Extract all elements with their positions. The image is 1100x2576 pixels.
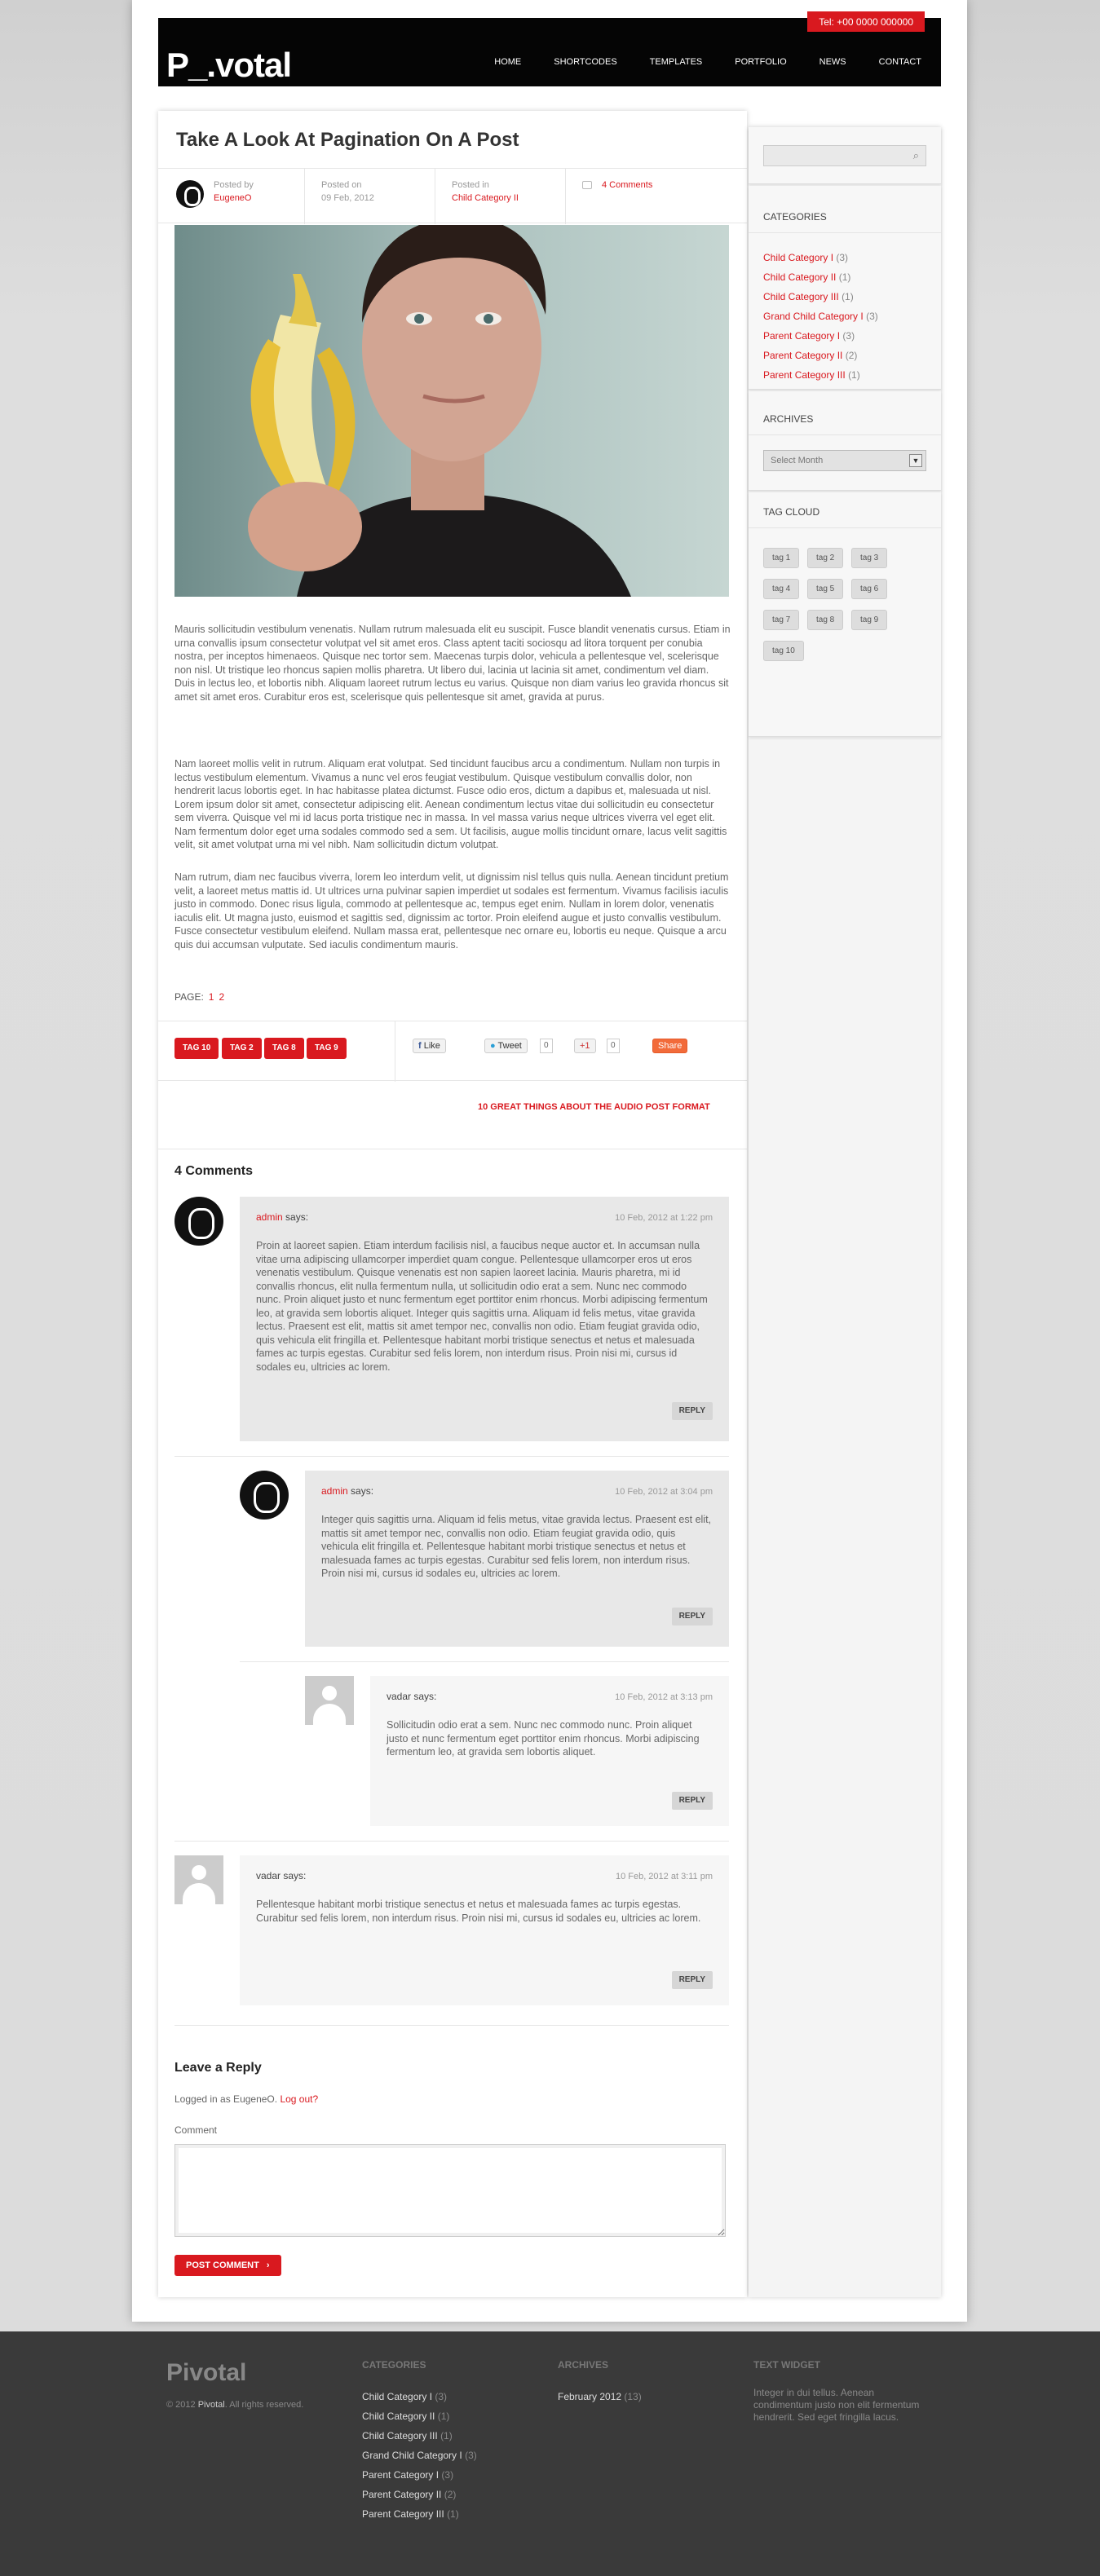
footer-copyright xyxy=(166,2400,303,2410)
comment-bubble-icon xyxy=(582,181,592,189)
tag-cloud-item[interactable]: tag 6 xyxy=(851,579,887,599)
tag-cloud-item[interactable]: tag 3 xyxy=(851,548,887,568)
meta-comments-link[interactable]: 4 Comments xyxy=(602,180,653,190)
site-header xyxy=(158,18,941,86)
comment-2 xyxy=(305,1471,729,1647)
category-item[interactable] xyxy=(749,365,941,385)
site-logo[interactable]: P_.votal xyxy=(166,46,292,84)
chevron-right-icon: › xyxy=(266,2261,270,2270)
comment-avatar-default[interactable] xyxy=(174,1855,223,1904)
footer-archive-name[interactable]: February 2012 xyxy=(558,2391,622,2402)
archives-title: ARCHIVES xyxy=(749,403,941,435)
tag-cloud-item[interactable]: tag 9 xyxy=(851,610,887,630)
footer-category-item[interactable] xyxy=(362,2485,477,2504)
comment-says: says: xyxy=(285,1211,309,1223)
meta-author-label: Posted by xyxy=(214,180,254,190)
meta-category-link[interactable]: Child Category II xyxy=(452,193,519,203)
footer-text-body: Integer in dui tellus. Aenean condimentum justo non elit fermentum hendrerit. Sed eget fringilla lacus. xyxy=(753,2387,920,2423)
footer-text-widget xyxy=(753,2359,933,2424)
category-name[interactable]: Grand Child Category I xyxy=(763,311,864,322)
post-paragraph-3: Nam rutrum, diam nec faucibus viverra, lorem leo interdum velit, ut dignissim nisl tellus quis nulla. Aenean tincidunt pretium velit, a laoreet metus mattis id. Ut ultrices urna pulvinar sapien imperdiet ut sodales est fermentum. Vivamus facilisis iaculis justo in commodo. Donec risus ligula, commodo at pellentesque ac, tempus eget enim. Nullam in lorem dolor, venenatis iaculis elit. Ut magna justo, euismod et sagittis sed, dignissim ac tortor. Proin eleifend augue et justo convallis vestibulum. Fusce consectetur vestibulum eleifend. Nullam massa erat, pellentesque nec ornare eu, lobortis eu neque. Quisque a arcu quis dui accumsan vulputate. Sed iaculis condimentum mauris. xyxy=(174,871,729,951)
footer-category-item[interactable] xyxy=(362,2426,477,2446)
comment-author-link[interactable]: admin xyxy=(321,1485,348,1497)
category-name[interactable]: Child Category II xyxy=(763,271,837,283)
footer-category-name[interactable]: Child Category I xyxy=(362,2391,433,2402)
main-content xyxy=(158,111,747,2297)
post-tag-8[interactable]: TAG 8 xyxy=(264,1038,304,1059)
facebook-like-label: Like xyxy=(423,1041,440,1051)
tag-cloud-item[interactable]: tag 8 xyxy=(807,610,843,630)
categories-widget xyxy=(749,186,941,390)
page-wrapper xyxy=(132,0,967,2322)
archives-select[interactable] xyxy=(763,450,926,471)
post-tag-10[interactable]: TAG 10 xyxy=(174,1038,219,1059)
category-count: (3) xyxy=(836,252,849,263)
footer-category-item[interactable] xyxy=(362,2504,477,2524)
tweet-label: Tweet xyxy=(497,1041,522,1051)
post-comment-button[interactable] xyxy=(174,2255,281,2276)
comment-says: says: xyxy=(283,1870,307,1881)
tweet-count: 0 xyxy=(540,1039,553,1053)
sidebar xyxy=(749,127,941,2297)
chevron-down-icon: ▼ xyxy=(909,454,922,467)
comment-date[interactable]: 10 Feb, 2012 at 3:13 pm xyxy=(615,1692,713,1702)
categories-title: CATEGORIES xyxy=(749,201,941,233)
post-pagination xyxy=(174,991,224,1003)
tweet-button[interactable] xyxy=(484,1039,528,1053)
footer-category-item[interactable] xyxy=(362,2465,477,2485)
footer-category-item[interactable] xyxy=(362,2446,477,2465)
tag-cloud-item[interactable]: tag 7 xyxy=(763,610,799,630)
comment-text: Integer quis sagittis urna. Aliquam id felis metus, vitae gravida lectus. Praesent est elit, mattis sit amet tempor nec, convallis non odio. Etiam feugiat gravida odio, quis vehicula elit fringilla et. Pellentesque habitant morbi tristique senectus et netus et malesuada fames ac turpis egestas. Curabitur sed felis lorem, non interdum risus. Proin nisi mi, cursus id sodales eu, ultricies ac lorem. xyxy=(321,1514,712,1579)
comment-date[interactable]: 10 Feb, 2012 at 1:22 pm xyxy=(615,1213,713,1223)
comment-3 xyxy=(370,1676,729,1826)
category-name[interactable]: Parent Category III xyxy=(763,369,846,381)
meta-category-label: Posted in xyxy=(452,180,489,190)
site-footer xyxy=(0,2331,1100,2576)
search-input[interactable] xyxy=(763,145,926,166)
gplus-button[interactable]: +1 xyxy=(574,1039,596,1053)
footer-archive-item[interactable] xyxy=(558,2387,642,2406)
pagination-label: PAGE: xyxy=(174,991,204,1003)
category-count: (2) xyxy=(845,350,858,361)
nav-shortcodes[interactable]: SHORTCODES xyxy=(554,57,617,67)
post-featured-image xyxy=(174,225,729,597)
category-name[interactable]: Child Category I xyxy=(763,252,834,263)
tags-share-bar xyxy=(158,1021,747,1081)
comment-text: Sollicitudin odio erat a sem. Nunc nec commodo nunc. Proin aliquet justo et nunc fermentum eget porttitor enim rhoncus. Morbi adipiscing fermentum leo, at gravida sem lobortis aliquet. xyxy=(387,1719,700,1758)
logout-link[interactable]: Log out? xyxy=(280,2093,319,2105)
footer-category-name[interactable]: Parent Category II xyxy=(362,2489,442,2500)
post-meta xyxy=(158,168,747,223)
post-tag-2[interactable]: TAG 2 xyxy=(222,1038,262,1059)
footer-category-name[interactable]: Parent Category III xyxy=(362,2508,444,2520)
footer-category-count: (1) xyxy=(447,2508,459,2520)
comment-says: says: xyxy=(351,1485,374,1497)
comment-avatar[interactable] xyxy=(174,1197,223,1246)
footer-logo[interactable]: Pivotal xyxy=(166,2359,247,2386)
comment-1 xyxy=(240,1197,729,1441)
search-widget xyxy=(749,127,941,184)
tag-cloud-item[interactable]: tag 4 xyxy=(763,579,799,599)
nav-news[interactable]: NEWS xyxy=(819,57,846,67)
category-count: (1) xyxy=(838,271,851,283)
comment-field-label: Comment xyxy=(174,2124,218,2136)
category-item[interactable] xyxy=(749,307,941,326)
footer-category-count: (2) xyxy=(444,2489,457,2500)
tag-cloud-item[interactable]: tag 1 xyxy=(763,548,799,568)
meta-date-label: Posted on xyxy=(321,180,362,190)
reply-button[interactable]: REPLY xyxy=(672,1608,713,1625)
comment-says: says: xyxy=(413,1691,437,1702)
comment-textarea[interactable] xyxy=(174,2144,726,2237)
gplus-count: 0 xyxy=(607,1039,620,1053)
comment-divider xyxy=(240,1661,729,1662)
comment-text: Pellentesque habitant morbi tristique senectus et netus et malesuada fames ac turpis egestas. Curabitur sed felis lorem, non interdum risus. Proin nisi mi, cursus id sodales eu, ultricies ac lorem. xyxy=(256,1899,701,1924)
footer-category-count: (3) xyxy=(435,2391,448,2402)
main-nav xyxy=(462,57,921,67)
next-post-link[interactable]: 10 GREAT THINGS ABOUT THE AUDIO POST FORMAT xyxy=(478,1102,710,1112)
meta-category xyxy=(435,169,566,224)
tag-cloud-item[interactable]: tag 2 xyxy=(807,548,843,568)
facebook-like-button[interactable] xyxy=(413,1039,446,1053)
tag-cloud-item[interactable]: tag 10 xyxy=(763,641,804,661)
comment-author-link[interactable]: admin xyxy=(256,1211,283,1223)
post-paragraph-1: Mauris sollicitudin vestibulum venenatis. Nullam rutrum malesuada elit eu suscipit. Fusce blandit venenatis cursus. Etiam in urna convallis ipsum consectetur volutpat vel sit amet eros. Class aptent taciti sociosqu ad litora torquent per conubia nostra, per inceptos himenaeos. Quisque nec tortor sem. Maecenas turpis dolor, vehicula a pellentesque vel, scelerisque non nisl. Ut tristique leo rhoncus sapien mollis pharetra. Ut libero dui, lacinia ut lacinia sit amet, condimentum vel diam. Duis in lectus leo, et lobortis nibh. Aliquam laoreet rutrum lectus eu varius. Quisque non diam varius leo gravida rhoncus sit amet sit amet eros. Curabitur eros est, scelerisque quis pellentesque sit amet, gravida at purus. xyxy=(174,624,731,703)
comment-divider xyxy=(174,2025,729,2026)
footer-category-name[interactable]: Grand Child Category I xyxy=(362,2450,462,2461)
comment-author-name: vadar xyxy=(387,1691,412,1702)
page-link-1[interactable]: 1 xyxy=(208,991,214,1003)
footer-category-item[interactable] xyxy=(362,2406,477,2426)
phone-badge: Tel: +00 0000 000000 xyxy=(807,11,925,32)
category-item[interactable] xyxy=(749,267,941,287)
category-item[interactable] xyxy=(749,287,941,307)
categories-list xyxy=(749,233,941,385)
category-item[interactable] xyxy=(749,346,941,365)
meta-date-value: 09 Feb, 2012 xyxy=(321,193,374,203)
footer-archive-count: (13) xyxy=(624,2391,642,2402)
search-icon[interactable]: ⌕ xyxy=(912,149,919,161)
footer-category-count: (1) xyxy=(437,2411,450,2422)
footer-text-title: TEXT WIDGET xyxy=(753,2359,820,2371)
post-paragraph-2: Nam laoreet mollis velit in rutrum. Aliquam erat volutpat. Sed tincidunt faucibus arcu a condimentum. Nullam non turpis in lectus vestibulum elementum. Vivamus a nunc vel eros feugiat vestibulum. Quisque vestibulum convallis dolor, non hendrerit lacus lobortis eget. In hac habitasse platea dictumst. Fusce odio eros, dictum a dapibus et, malesuada ut nisl. Lorem ipsum dolor sit amet, consectetur adipiscing elit. Aenean condimentum lectus vitae dui sollicitudin eu consectetur sem viverra. Quisque vel mi id lacus porta tristique nec in massa. In vel massa varius neque ultrices viverra vel eget elit. Nam fermentum dolor eget urna sodales commodo sed a sem. Ut facilisis, augue mollis tincidunt ornare, lacus velit sagittis velit, sit amet volutpat urna mi vel nibh. Nam sollicitudin dictum volutpat. xyxy=(174,758,727,850)
comment-avatar-default[interactable] xyxy=(305,1676,354,1725)
post-comment-label: POST COMMENT xyxy=(186,2261,259,2270)
post-tag-9[interactable]: TAG 9 xyxy=(307,1038,347,1059)
category-name[interactable]: Parent Category I xyxy=(763,330,841,342)
tag-cloud-title: TAG CLOUD xyxy=(749,496,941,528)
comment-divider xyxy=(174,1841,729,1842)
footer-category-count: (3) xyxy=(441,2469,454,2481)
twitter-icon: ● xyxy=(490,1041,496,1051)
reply-form-title: Leave a Reply xyxy=(174,2061,262,2075)
copyright-brand[interactable]: Pivotal xyxy=(197,2400,225,2410)
category-count: (1) xyxy=(842,291,854,302)
footer-categories xyxy=(362,2359,477,2524)
category-name[interactable]: Child Category III xyxy=(763,291,839,302)
category-name[interactable]: Parent Category II xyxy=(763,350,843,361)
meta-author-link[interactable]: EugeneO xyxy=(214,193,252,203)
footer-category-name[interactable]: Child Category II xyxy=(362,2411,435,2422)
post-title: Take A Look At Pagination On A Post xyxy=(176,129,519,151)
copyright-year: © 2012 xyxy=(166,2400,196,2410)
comments-title: 4 Comments xyxy=(174,1164,254,1178)
comment-avatar[interactable] xyxy=(240,1471,289,1520)
footer-archives-title: ARCHIVES xyxy=(558,2359,609,2371)
nav-templates[interactable]: TEMPLATES xyxy=(649,57,703,67)
comment-date[interactable]: 10 Feb, 2012 at 3:04 pm xyxy=(615,1487,713,1497)
footer-category-count: (3) xyxy=(465,2450,477,2461)
share-button[interactable]: Share xyxy=(652,1039,687,1053)
category-count: (1) xyxy=(848,369,860,381)
footer-category-name[interactable]: Parent Category I xyxy=(362,2469,440,2481)
nav-home[interactable]: HOME xyxy=(494,57,522,67)
post-navigation xyxy=(158,1081,747,1149)
comment-4 xyxy=(240,1855,729,2005)
footer-categories-title: CATEGORIES xyxy=(362,2359,426,2371)
logged-in-note xyxy=(174,2093,318,2105)
meta-comments xyxy=(566,169,747,224)
category-count: (3) xyxy=(842,330,855,342)
footer-category-name[interactable]: Child Category III xyxy=(362,2430,438,2441)
copyright-text: . All rights reserved. xyxy=(224,2400,304,2410)
facebook-icon: f xyxy=(418,1041,422,1051)
reply-button[interactable]: REPLY xyxy=(672,1971,713,1989)
meta-date xyxy=(305,169,435,224)
nav-contact[interactable]: CONTACT xyxy=(878,57,921,67)
comment-divider xyxy=(174,1456,729,1457)
page-link-2[interactable]: 2 xyxy=(219,991,225,1003)
footer-archives xyxy=(558,2359,642,2406)
tag-cloud-widget xyxy=(749,492,941,737)
category-count: (3) xyxy=(866,311,878,322)
footer-category-count: (1) xyxy=(440,2430,453,2441)
nav-portfolio[interactable]: PORTFOLIO xyxy=(735,57,787,67)
tag-cloud-item[interactable]: tag 5 xyxy=(807,579,843,599)
category-item[interactable] xyxy=(749,326,941,346)
category-item[interactable] xyxy=(749,248,941,267)
logged-in-text: Logged in as EugeneO. xyxy=(174,2093,278,2105)
archives-widget xyxy=(749,391,941,491)
comment-author-name: vadar xyxy=(256,1870,281,1881)
reply-button[interactable]: REPLY xyxy=(672,1792,713,1810)
comment-date[interactable]: 10 Feb, 2012 at 3:11 pm xyxy=(615,1872,713,1881)
archives-select-value: Select Month xyxy=(771,456,824,465)
meta-author xyxy=(158,169,305,224)
footer-category-item[interactable] xyxy=(362,2387,477,2406)
comment-text: Proin at laoreet sapien. Etiam interdum facilisis nisl, a faucibus neque auctor et. In accumsan nulla vitae urna adipiscing ullamcorper imperdiet quam congue. Pellentesque ullamcorper eros ut eros venenatis vestibulum. Quisque venenatis est non sapien laoreet lacinia. Mauris pharetra, mi id convallis rhoncus, elit nulla fermentum nulla, ut sollicitudin odio erat a sem. Nunc nec commodo nunc. Proin aliquet justo et nunc fermentum eget porttitor enim rhoncus. Morbi adipiscing fermentum leo, at gravida sem lobortis aliquet. Integer quis sagittis urna. Aliquam id felis metus, vitae gravida lectus. Praesent est elit, mattis sit amet tempor nec, convallis non odio. Etiam feugiat gravida odio, quis vehicula elit fringilla et. Pellentesque habitant morbi tristique senectus et netus et malesuada fames ac turpis egestas. Curabitur sed felis lorem, non interdum risus. Proin nisi mi, cursus id sodales eu, ultricies ac lorem. xyxy=(256,1240,708,1373)
reply-button[interactable]: REPLY xyxy=(672,1402,713,1420)
